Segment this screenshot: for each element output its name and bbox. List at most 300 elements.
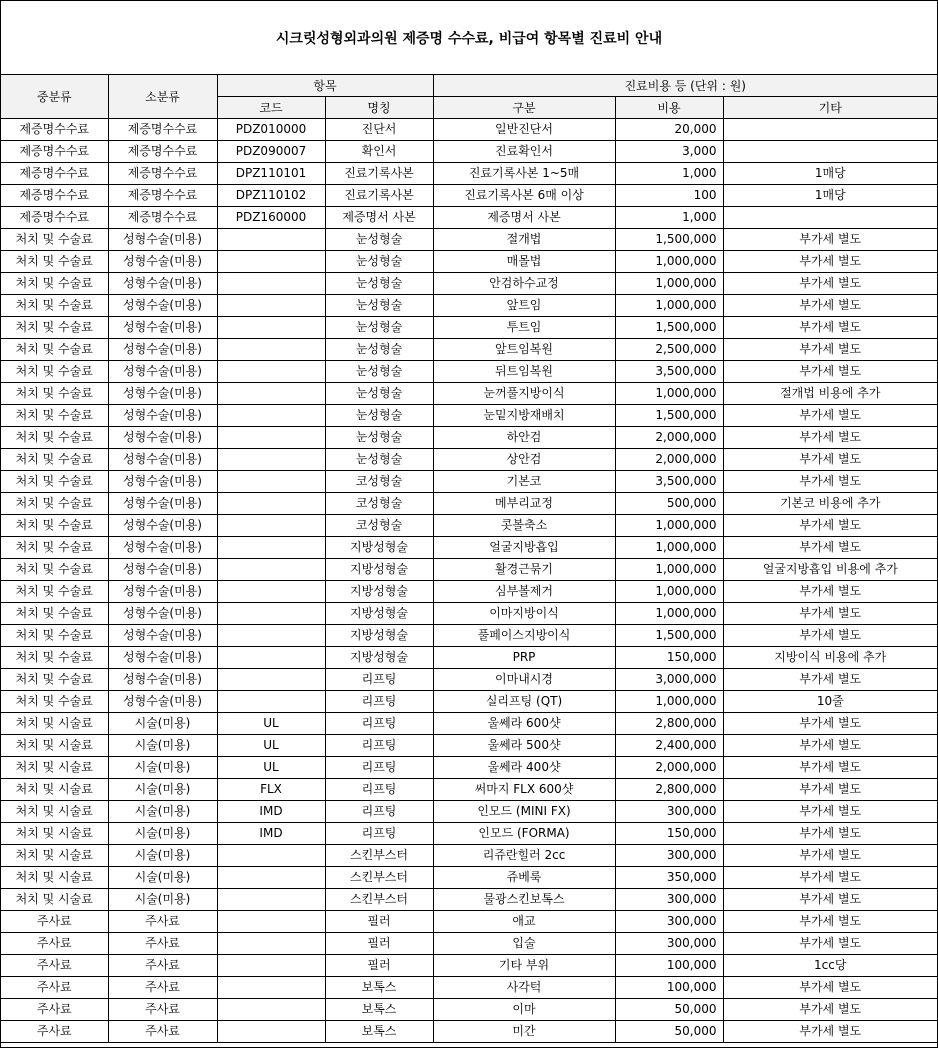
cost-cell: 2,500,000 [615,339,723,361]
cost-cell: 20,000 [615,119,723,141]
category-cell: 사각턱 [433,977,615,999]
code-cell: UL [217,735,325,757]
major-cell: 제증명수수료 [1,185,108,207]
major-cell: 처치 및 시술료 [1,845,108,867]
minor-cell: 성형수술(미용) [108,361,217,383]
etc-cell: 부가세 별도 [723,405,937,427]
minor-cell: 시술(미용) [108,845,217,867]
name-cell: 보톡스 [325,999,433,1021]
cost-cell: 300,000 [615,911,723,933]
header-item-group: 항목 [217,75,433,97]
fee-table [1,75,937,1043]
name-cell: 지방성형술 [325,581,433,603]
cost-cell: 1,000,000 [615,515,723,537]
etc-cell: 부가세 별도 [723,625,937,647]
minor-cell: 주사료 [108,1021,217,1043]
major-cell: 처치 및 수술료 [1,559,108,581]
category-cell: 이마 [433,999,615,1021]
etc-cell [723,141,937,163]
etc-cell: 부가세 별도 [723,889,937,911]
cost-cell: 1,000,000 [615,251,723,273]
minor-cell: 시술(미용) [108,889,217,911]
category-cell: 기타 부위 [433,955,615,977]
major-cell: 처치 및 수술료 [1,647,108,669]
major-cell: 처치 및 수술료 [1,669,108,691]
etc-cell: 부가세 별도 [723,933,937,955]
code-cell [217,537,325,559]
name-cell: 눈성형술 [325,427,433,449]
table-row [1,361,937,383]
cost-cell: 100 [615,185,723,207]
etc-cell: 10줄 [723,691,937,713]
etc-cell: 부가세 별도 [723,229,937,251]
category-cell: 뒤트임복원 [433,361,615,383]
etc-cell [723,119,937,141]
document-title: 시크릿성형외과의원 제증명 수수료, 비급여 항목별 진료비 안내 [1,1,937,75]
code-cell [217,493,325,515]
major-cell: 처치 및 수술료 [1,581,108,603]
etc-cell: 부가세 별도 [723,427,937,449]
code-cell: DPZ110102 [217,185,325,207]
cost-cell: 50,000 [615,1021,723,1043]
category-cell: 제증명서 사본 [433,207,615,229]
name-cell: 진단서 [325,119,433,141]
cost-cell: 1,000,000 [615,603,723,625]
cost-cell: 300,000 [615,845,723,867]
code-cell [217,471,325,493]
etc-cell: 부가세 별도 [723,669,937,691]
category-cell: 진료기록사본 1~5매 [433,163,615,185]
major-cell: 제증명수수료 [1,207,108,229]
major-cell: 처치 및 수술료 [1,295,108,317]
major-cell: 처치 및 시술료 [1,801,108,823]
category-cell: 이마내시경 [433,669,615,691]
cost-cell: 2,000,000 [615,449,723,471]
etc-cell: 1매당 [723,163,937,185]
major-cell: 주사료 [1,933,108,955]
category-cell: 미간 [433,1021,615,1043]
minor-cell: 시술(미용) [108,779,217,801]
table-row [1,295,937,317]
major-cell: 처치 및 수술료 [1,383,108,405]
etc-cell [723,207,937,229]
header-minor: 소분류 [108,75,217,119]
major-cell: 처치 및 수술료 [1,691,108,713]
table-row [1,383,937,405]
code-cell [217,449,325,471]
category-cell: 매몰법 [433,251,615,273]
etc-cell: 부가세 별도 [723,999,937,1021]
etc-cell: 기본코 비용에 추가 [723,493,937,515]
etc-cell: 부가세 별도 [723,317,937,339]
table-row [1,933,937,955]
etc-cell: 부가세 별도 [723,449,937,471]
major-cell: 처치 및 수술료 [1,515,108,537]
etc-cell: 부가세 별도 [723,295,937,317]
category-cell: 메부리교정 [433,493,615,515]
table-row [1,779,937,801]
table-row [1,691,937,713]
major-cell: 처치 및 수술료 [1,449,108,471]
etc-cell: 부가세 별도 [723,801,937,823]
table-row [1,317,937,339]
code-cell: PDZ160000 [217,207,325,229]
name-cell: 눈성형술 [325,317,433,339]
name-cell: 눈성형술 [325,405,433,427]
code-cell [217,581,325,603]
cost-cell: 3,500,000 [615,471,723,493]
name-cell: 리프팅 [325,713,433,735]
etc-cell: 부가세 별도 [723,713,937,735]
name-cell: 필러 [325,955,433,977]
table-row [1,977,937,999]
table-row [1,405,937,427]
name-cell: 스킨부스터 [325,845,433,867]
minor-cell: 제증명수수료 [108,185,217,207]
major-cell: 처치 및 수술료 [1,251,108,273]
minor-cell: 시술(미용) [108,757,217,779]
major-cell: 제증명수수료 [1,163,108,185]
etc-cell: 부가세 별도 [723,735,937,757]
minor-cell: 제증명수수료 [108,119,217,141]
category-cell: 콧볼축소 [433,515,615,537]
minor-cell: 성형수술(미용) [108,647,217,669]
minor-cell: 성형수술(미용) [108,559,217,581]
category-cell: 눈꺼풀지방이식 [433,383,615,405]
table-row [1,273,937,295]
cost-cell: 1,000,000 [615,295,723,317]
major-cell: 처치 및 수술료 [1,339,108,361]
cost-cell: 1,000,000 [615,537,723,559]
etc-cell: 부가세 별도 [723,823,937,845]
table-row [1,999,937,1021]
minor-cell: 성형수술(미용) [108,449,217,471]
name-cell: 리프팅 [325,691,433,713]
category-cell: 진료확인서 [433,141,615,163]
etc-cell: 부가세 별도 [723,361,937,383]
minor-cell: 주사료 [108,955,217,977]
name-cell: 눈성형술 [325,339,433,361]
table-row [1,603,937,625]
header-cost: 비용 [615,97,723,119]
major-cell: 처치 및 수술료 [1,493,108,515]
category-cell: 쥬베룩 [433,867,615,889]
minor-cell: 시술(미용) [108,713,217,735]
major-cell: 처치 및 시술료 [1,867,108,889]
name-cell: 리프팅 [325,735,433,757]
major-cell: 제증명수수료 [1,119,108,141]
etc-cell: 부가세 별도 [723,603,937,625]
minor-cell: 성형수술(미용) [108,471,217,493]
etc-cell: 부가세 별도 [723,757,937,779]
code-cell: PDZ010000 [217,119,325,141]
minor-cell: 주사료 [108,911,217,933]
name-cell: 코성형술 [325,515,433,537]
major-cell: 처치 및 시술료 [1,713,108,735]
table-row [1,141,937,163]
code-cell [217,691,325,713]
name-cell: 리프팅 [325,801,433,823]
category-cell: 심부볼제거 [433,581,615,603]
cost-cell: 1,500,000 [615,317,723,339]
category-cell: 풀페이스지방이식 [433,625,615,647]
cost-cell: 1,000 [615,163,723,185]
name-cell: 필러 [325,911,433,933]
code-cell [217,955,325,977]
code-cell: PDZ090007 [217,141,325,163]
table-row [1,911,937,933]
code-cell [217,273,325,295]
table-row [1,823,937,845]
table-row [1,185,937,207]
name-cell: 코성형술 [325,493,433,515]
category-cell: 울쎄라 400샷 [433,757,615,779]
table-row [1,713,937,735]
name-cell: 리프팅 [325,757,433,779]
minor-cell: 성형수술(미용) [108,273,217,295]
minor-cell: 성형수술(미용) [108,405,217,427]
category-cell: 진료기록사본 6매 이상 [433,185,615,207]
cost-cell: 1,500,000 [615,625,723,647]
minor-cell: 성형수술(미용) [108,603,217,625]
table-row [1,1021,937,1043]
major-cell: 처치 및 시술료 [1,735,108,757]
table-row [1,647,937,669]
table-row [1,669,937,691]
name-cell: 눈성형술 [325,295,433,317]
name-cell: 눈성형술 [325,361,433,383]
cost-cell: 300,000 [615,889,723,911]
etc-cell: 부가세 별도 [723,977,937,999]
table-row [1,339,937,361]
major-cell: 처치 및 수술료 [1,471,108,493]
code-cell [217,647,325,669]
major-cell: 주사료 [1,977,108,999]
name-cell: 보톡스 [325,1021,433,1043]
table-row [1,801,937,823]
header-category: 구분 [433,97,615,119]
minor-cell: 성형수술(미용) [108,493,217,515]
name-cell: 제증명서 사본 [325,207,433,229]
code-cell [217,251,325,273]
cost-cell: 350,000 [615,867,723,889]
etc-cell: 얼굴지방흡입 비용에 추가 [723,559,937,581]
table-row [1,757,937,779]
cost-cell: 500,000 [615,493,723,515]
category-cell: 기본코 [433,471,615,493]
code-cell [217,339,325,361]
table-row [1,251,937,273]
table-row [1,867,937,889]
minor-cell: 성형수술(미용) [108,537,217,559]
major-cell: 처치 및 시술료 [1,779,108,801]
etc-cell: 부가세 별도 [723,339,937,361]
category-cell: 상안검 [433,449,615,471]
etc-cell: 절개법 비용에 추가 [723,383,937,405]
cost-cell: 1,000,000 [615,581,723,603]
cost-cell: 1,000 [615,207,723,229]
code-cell [217,559,325,581]
category-cell: 절개법 [433,229,615,251]
minor-cell: 제증명수수료 [108,207,217,229]
table-row [1,537,937,559]
minor-cell: 제증명수수료 [108,163,217,185]
code-cell [217,977,325,999]
minor-cell: 제증명수수료 [108,141,217,163]
etc-cell: 부가세 별도 [723,581,937,603]
code-cell [217,911,325,933]
code-cell [217,383,325,405]
header-name: 명칭 [325,97,433,119]
table-header [1,75,937,119]
category-cell: 일반진단서 [433,119,615,141]
major-cell: 처치 및 수술료 [1,229,108,251]
name-cell: 보톡스 [325,977,433,999]
category-cell: 입술 [433,933,615,955]
category-cell: 리쥬란힐러 2cc [433,845,615,867]
category-cell: 인모드 (MINI FX) [433,801,615,823]
code-cell [217,933,325,955]
cost-cell: 1,000,000 [615,559,723,581]
code-cell: UL [217,757,325,779]
cost-cell: 1,000,000 [615,691,723,713]
etc-cell: 부가세 별도 [723,779,937,801]
etc-cell: 지방이식 비용에 추가 [723,647,937,669]
code-cell [217,515,325,537]
category-cell: 앞트임 [433,295,615,317]
minor-cell: 시술(미용) [108,735,217,757]
minor-cell: 성형수술(미용) [108,581,217,603]
category-cell: 투트임 [433,317,615,339]
code-cell [217,669,325,691]
category-cell: 실리프팅 (QT) [433,691,615,713]
code-cell: FLX [217,779,325,801]
table-row [1,845,937,867]
category-cell: 하안검 [433,427,615,449]
etc-cell: 부가세 별도 [723,273,937,295]
etc-cell: 1매당 [723,185,937,207]
major-cell: 처치 및 수술료 [1,427,108,449]
name-cell: 눈성형술 [325,449,433,471]
cost-cell: 1,000,000 [615,273,723,295]
major-cell: 처치 및 수술료 [1,405,108,427]
table-row [1,427,937,449]
cost-cell: 50,000 [615,999,723,1021]
category-cell: 앞트임복원 [433,339,615,361]
cost-cell: 150,000 [615,823,723,845]
cost-cell: 2,800,000 [615,779,723,801]
table-row [1,515,937,537]
etc-cell: 부가세 별도 [723,911,937,933]
minor-cell: 시술(미용) [108,867,217,889]
table-row [1,207,937,229]
table-row [1,163,937,185]
table-row [1,735,937,757]
etc-cell: 부가세 별도 [723,537,937,559]
category-cell: 활경근묶기 [433,559,615,581]
minor-cell: 성형수술(미용) [108,625,217,647]
name-cell: 지방성형술 [325,625,433,647]
table-row [1,449,937,471]
cost-cell: 300,000 [615,933,723,955]
name-cell: 눈성형술 [325,251,433,273]
category-cell: 인모드 (FORMA) [433,823,615,845]
minor-cell: 성형수술(미용) [108,669,217,691]
table-body [1,119,937,1043]
name-cell: 진료기록사본 [325,185,433,207]
minor-cell: 성형수술(미용) [108,339,217,361]
minor-cell: 성형수술(미용) [108,317,217,339]
major-cell: 처치 및 시술료 [1,823,108,845]
table-row [1,581,937,603]
name-cell: 필러 [325,933,433,955]
code-cell [217,845,325,867]
code-cell: DPZ110101 [217,163,325,185]
cost-cell: 1,500,000 [615,229,723,251]
minor-cell: 시술(미용) [108,823,217,845]
code-cell [217,427,325,449]
major-cell: 처치 및 수술료 [1,603,108,625]
category-cell: 안검하수교정 [433,273,615,295]
minor-cell: 성형수술(미용) [108,427,217,449]
code-cell [217,295,325,317]
table-row [1,471,937,493]
major-cell: 주사료 [1,911,108,933]
code-cell [217,361,325,383]
name-cell: 확인서 [325,141,433,163]
cost-cell: 100,000 [615,977,723,999]
etc-cell: 부가세 별도 [723,471,937,493]
name-cell: 스킨부스터 [325,867,433,889]
code-cell [217,889,325,911]
table-row [1,229,937,251]
minor-cell: 성형수술(미용) [108,251,217,273]
category-cell: 이마지방이식 [433,603,615,625]
name-cell: 리프팅 [325,823,433,845]
etc-cell: 1cc당 [723,955,937,977]
cost-cell: 100,000 [615,955,723,977]
minor-cell: 주사료 [108,999,217,1021]
cost-cell: 300,000 [615,801,723,823]
name-cell: 스킨부스터 [325,889,433,911]
major-cell: 주사료 [1,1021,108,1043]
cost-cell: 2,800,000 [615,713,723,735]
etc-cell: 부가세 별도 [723,251,937,273]
cost-cell: 1,500,000 [615,405,723,427]
cost-cell: 3,000 [615,141,723,163]
major-cell: 처치 및 수술료 [1,317,108,339]
name-cell: 눈성형술 [325,273,433,295]
cost-cell: 3,500,000 [615,361,723,383]
category-cell: 울쎄라 600샷 [433,713,615,735]
major-cell: 처치 및 수술료 [1,361,108,383]
category-cell: PRP [433,647,615,669]
header-major: 중분류 [1,75,108,119]
cost-cell: 2,000,000 [615,757,723,779]
etc-cell: 부가세 별도 [723,1021,937,1043]
minor-cell: 주사료 [108,933,217,955]
cost-cell: 2,000,000 [615,427,723,449]
code-cell: IMD [217,801,325,823]
table-row [1,955,937,977]
code-cell: IMD [217,823,325,845]
category-cell: 물광스킨보톡스 [433,889,615,911]
etc-cell: 부가세 별도 [723,845,937,867]
category-cell: 써마지 FLX 600샷 [433,779,615,801]
minor-cell: 주사료 [108,977,217,999]
code-cell: UL [217,713,325,735]
code-cell [217,603,325,625]
